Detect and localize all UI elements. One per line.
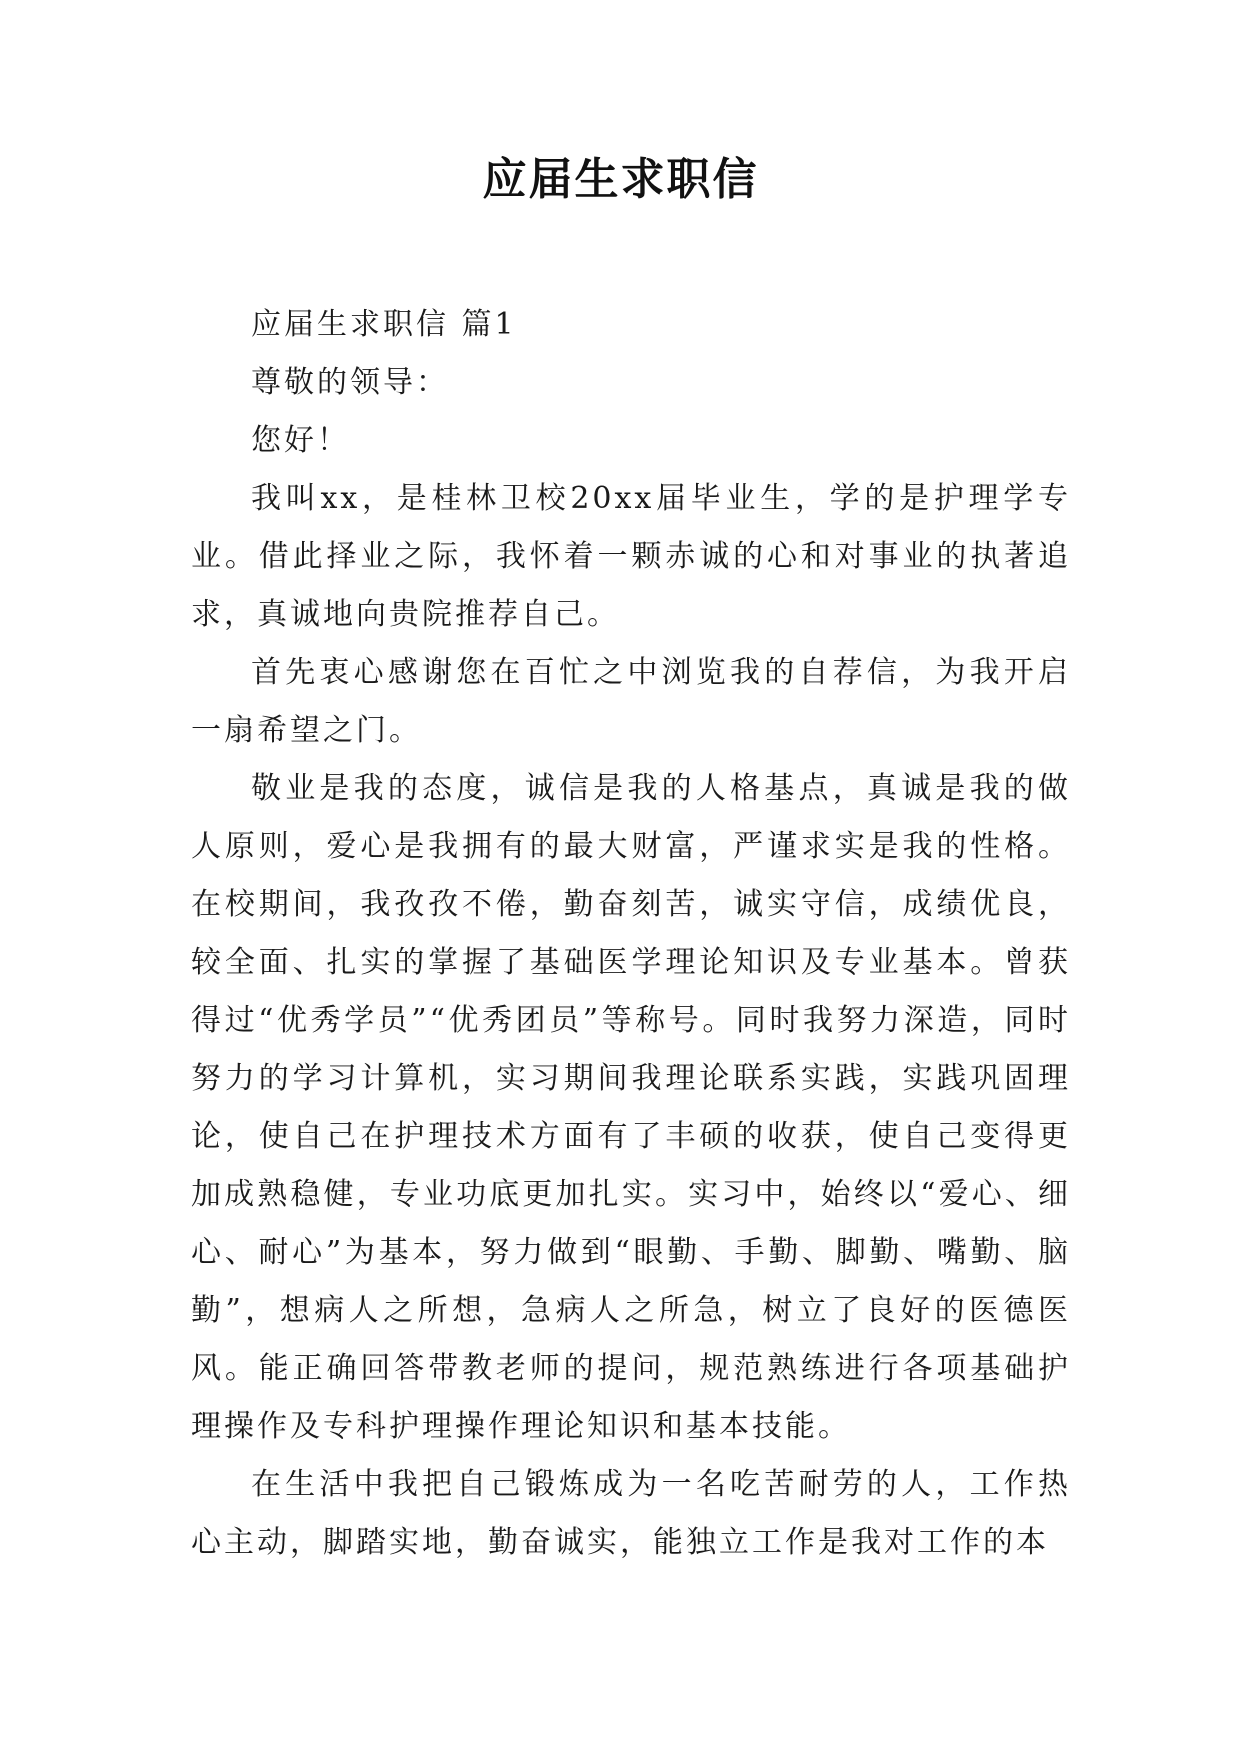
paragraph-personal-qualities: 在生活中我把自己锻炼成为一名吃苦耐劳的人，工作热心主动，脚踏实地，勤奋诚实，能独立工作是我对工作的本 [191,1467,1071,1560]
section-heading: 应届生求职信 篇1 [251,307,517,342]
document-title: 应届生求职信 [482,154,759,205]
document-body [191,296,1071,1572]
greeting: 您好！ [251,423,350,458]
paragraph-thanks: 首先衷心感谢您在百忙之中浏览我的自荐信，为我开启一扇希望之门。 [191,655,1071,748]
salutation: 尊敬的领导： [251,365,449,400]
paragraph-qualifications: 敬业是我的态度，诚信是我的人格基点，真诚是我的做人原则，爱心是我拥有的最大财富，严谨求实是我的性格。在校期间，我孜孜不倦，勤奋刻苦，诚实守信，成绩优良，较全面、扎实的掌握了基础医学理论知识及专业基本。曾获得过“优秀学员”“优秀团员”等称号。同时我努力深造，同时努力的学习计算机，实习期间我理论联系实践，实践巩固理论，使自己在护理技术方面有了丰硕的收获，使自己变得更加成熟稳健，专业功底更加扎实。实习中，始终以“爱心、细心、耐心”为基本，努力做到“眼勤、手勤、脚勤、嘴勤、脑勤”，想病人之所想，急病人之所急，树立了良好的医德医风。能正确回答带教老师的提问，规范熟练进行各项基础护理操作及专科护理操作理论知识和基本技能。 [191,771,1071,1444]
paragraph-introduction: 我叫xx，是桂林卫校20xx届毕业生，学的是护理学专业。借此择业之际，我怀着一颗赤诚的心和对事业的执著追求，真诚地向贵院推荐自己。 [191,481,1071,632]
